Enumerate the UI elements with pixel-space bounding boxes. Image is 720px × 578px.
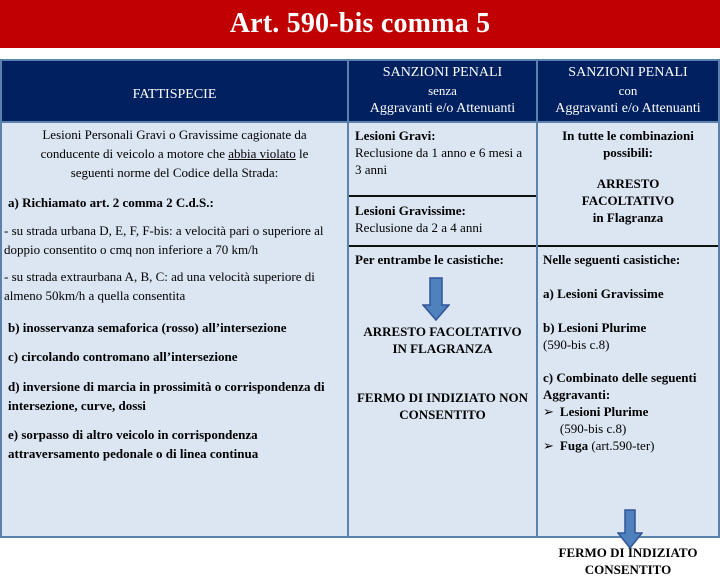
- header-con-line1: SANZIONI PENALI: [568, 65, 688, 80]
- fermo-line1: FERMO DI INDIZIATO: [558, 545, 698, 560]
- case-b: [543, 319, 646, 353]
- combinazioni-text: In tutte le combinazioni possibili:: [562, 128, 694, 160]
- fattispecie-cell: [2, 123, 347, 536]
- item-a-title: a) Richiamato art. 2 comma 2 C.d.S.:: [8, 195, 214, 210]
- arresto-block: [538, 175, 718, 226]
- item-e: e) sorpasso di altro veicolo in corrispondenza attraversamento pedonale o di linea continua: [8, 427, 259, 461]
- seguenti-label: Nelle seguenti casistiche:: [543, 252, 681, 267]
- arrow-down-icon: [617, 509, 643, 549]
- fattispecie-intro: Lesioni Personali Gravi o Gravissime cagionate da conducente di veicolo a motore che abbia violato le seguenti norme del Codice della Strada:: [40, 127, 309, 180]
- fermo-consentito-block: [538, 544, 718, 578]
- entrambe-label: Per entrambe le casistiche:: [355, 252, 504, 267]
- item-d: d) inversione di marcia in prossimità o corrispondenza di intersezione, curve, dossi: [8, 379, 325, 413]
- arresto-facoltativo-text: ARRESTO FACOLTATIVO IN FLAGRANZA: [363, 324, 522, 356]
- header-senza-line3: Aggravanti e/o Attenuanti: [369, 101, 516, 116]
- arresto-line3: in Flagranza: [592, 210, 664, 225]
- divider: [538, 245, 718, 247]
- header-con-line3: Aggravanti e/o Attenuanti: [555, 101, 701, 116]
- arrowhead-bullet-icon: ➢: [543, 438, 554, 453]
- case-b-ref: (590-bis c.8): [543, 337, 610, 352]
- fermo-line2: CONSENTITO: [584, 562, 672, 577]
- header-senza-aggravanti: [349, 61, 536, 121]
- gravi-title: Lesioni Gravi:: [355, 128, 436, 143]
- underlined-phrase: abbia violato: [228, 146, 296, 161]
- senza-aggravanti-cell: [349, 123, 536, 536]
- arresto-line2: FACOLTATIVO: [581, 193, 675, 208]
- gravissime-block: [355, 202, 530, 236]
- item-c: c) circolando contromano all’intersezione: [8, 349, 238, 364]
- case-a: a) Lesioni Gravissime: [543, 286, 664, 301]
- gravi-penalty: Reclusione da 1 anno e 6 mesi a 3 anni: [355, 145, 523, 177]
- fermo-non-consentito-text: FERMO DI INDIZIATO NON CONSENTITO: [356, 390, 529, 422]
- title-bar: [0, 0, 720, 48]
- item-a-extraurban: - su strada extraurbana A, B, C: ad una velocità superiore di almeno 50km/h a quella consentita: [4, 269, 315, 303]
- bullet-item: ➢ Fuga (art.590-ter): [543, 438, 655, 453]
- divider: [349, 245, 536, 247]
- arrowhead-bullet-icon: ➢: [543, 404, 554, 419]
- header-fattispecie-label: FATTISPECIE: [132, 87, 217, 102]
- gravissime-title: Lesioni Gravissime:: [355, 203, 466, 218]
- header-senza-line1: SANZIONI PENALI: [382, 65, 503, 80]
- case-b-title: b) Lesioni Plurime: [543, 320, 647, 335]
- item-a-urban: - su strada urbana D, E, F, F-bis: a velocità pari o superiore al doppio consentito o cmq non inferiore a 70 km/h: [4, 223, 324, 257]
- header-senza-line2: senza: [428, 83, 457, 98]
- header-con-line2: con: [618, 83, 638, 98]
- arresto-line1: ARRESTO: [596, 176, 660, 191]
- page-title: Art. 590-bis comma 5: [229, 8, 491, 39]
- sanctions-table: [0, 59, 720, 577]
- case-c-title: c) Combinato delle seguenti Aggravanti:: [543, 370, 697, 402]
- divider: [349, 195, 536, 197]
- header-fattispecie: [2, 61, 347, 121]
- header-con-aggravanti: [538, 61, 718, 121]
- gravi-block: [355, 127, 530, 178]
- item-b: b) inosservanza semaforica (rosso) all’intersezione: [8, 320, 287, 335]
- arrow-down-icon: [422, 277, 450, 321]
- case-c: [543, 369, 715, 454]
- bullet-item: ➢ Lesioni Plurime (590-bis c.8): [543, 404, 649, 436]
- con-aggravanti-cell: [538, 123, 718, 577]
- gravissime-penalty: Reclusione da 2 a 4 anni: [355, 220, 483, 235]
